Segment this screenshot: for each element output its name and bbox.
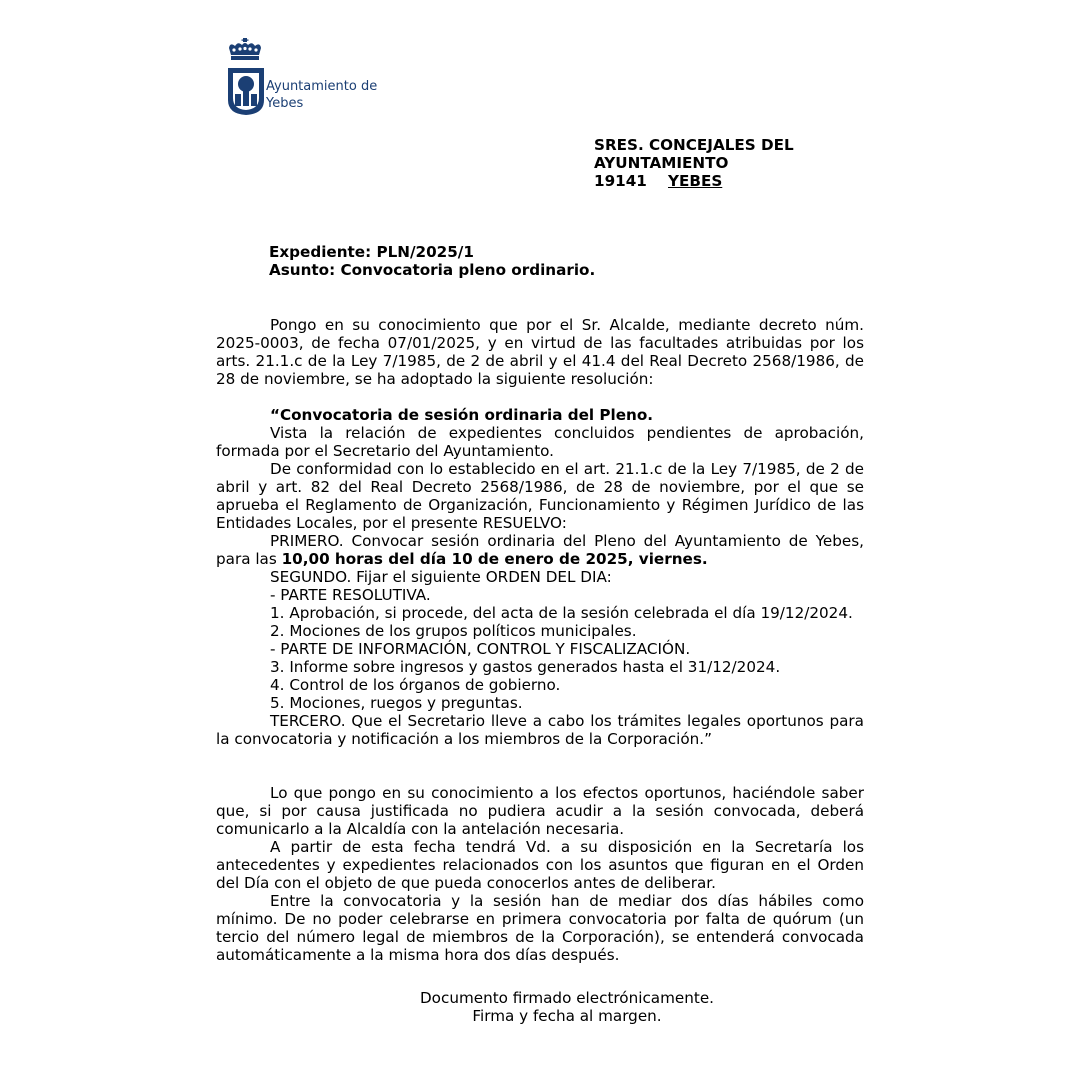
municipal-logo [226, 38, 396, 118]
primero-paragraph [216, 532, 864, 568]
resolution-title: “Convocatoria de sesión ordinaria del Pleno. [270, 406, 654, 424]
asunto-line: Asunto: Convocatoria pleno ordinario. [269, 261, 596, 279]
subject-block [269, 243, 595, 279]
closing-paragraph-2: A partir de esta fecha tendrá Vd. a su disposición en la Secretaría los antecedentes y expedientes relacionados con los asuntos que figuran en el Orden del Día con el objeto de que pueda conocerlos antes de deliberar. [216, 838, 864, 892]
recipient-block [594, 136, 794, 190]
agenda-item: - PARTE DE INFORMACIÓN, CONTROL Y FISCALIZACIÓN. [270, 640, 691, 658]
agenda-item: 5. Mociones, ruegos y preguntas. [270, 694, 523, 712]
segundo-paragraph: SEGUNDO. Fijar el siguiente ORDEN DEL DIA: [270, 568, 612, 586]
logo-line-1: Ayuntamiento de [266, 79, 378, 94]
coat-of-arms-icon [226, 38, 266, 118]
logo-text [266, 78, 377, 112]
agenda-item: 4. Control de los órganos de gobierno. [270, 676, 561, 694]
agenda-item: 1. Aprobación, si procede, del acta de la sesión celebrada el día 19/12/2024. [270, 604, 853, 622]
primero-date: 10,00 horas del día 10 de enero de 2025, viernes. [281, 550, 708, 568]
agenda-item: 2. Mociones de los grupos políticos municipales. [270, 622, 637, 640]
signature-line-2: Firma y fecha al margen. [472, 1007, 662, 1025]
recipient-town: YEBES [668, 172, 723, 190]
expediente-line: Expediente: PLN/2025/1 [269, 243, 474, 261]
recipient-line-2: AYUNTAMIENTO [594, 154, 729, 172]
letter-body [216, 316, 864, 964]
recipient-line-1: SRES. CONCEJALES DEL [594, 136, 794, 154]
intro-paragraph: Pongo en su conocimiento que por el Sr. Alcalde, mediante decreto núm. 2025-0003, de fecha 07/01/2025, y en virtud de las facultades atribuidas por los arts. 21.1.c de la Ley 7/1985, de 2 de abril y el 41.4 del Real Decreto 2568/1986, de 28 de noviembre, se ha adoptado la siguiente resolución: [216, 316, 864, 388]
postal-code: 19141 [594, 172, 647, 190]
recipient-address [594, 172, 794, 190]
tercero-paragraph: TERCERO. Que el Secretario lleve a cabo los trámites legales oportunos para la convocatoria y notificación a los miembros de la Corporación.” [216, 712, 864, 748]
agenda-item: 3. Informe sobre ingresos y gastos generados hasta el 31/12/2024. [270, 658, 781, 676]
vista-paragraph: Vista la relación de expedientes concluidos pendientes de aprobación, formada por el Secretario del Ayuntamiento. [216, 424, 864, 460]
closing-paragraph-3: Entre la convocatoria y la sesión han de mediar dos días hábiles como mínimo. De no poder celebrarse en primera convocatoria por falta de quórum (un tercio del número legal de miembros de la Corporación), se entenderá convocada automáticamente a la misma hora dos días después. [216, 892, 864, 964]
primero-text: PRIMERO. Convocar sesión ordinaria del Pleno del Ayuntamiento de Yebes, para las [216, 532, 864, 568]
agenda-item: - PARTE RESOLUTIVA. [270, 586, 431, 604]
logo-line-2: Yebes [266, 96, 304, 111]
closing-paragraph-1: Lo que pongo en su conocimiento a los efectos oportunos, haciéndole saber que, si por causa justificada no pudiera acudir a la sesión convocada, deberá comunicarlo a la Alcaldía con la antelación necesaria. [216, 784, 864, 838]
signature-block [216, 989, 918, 1025]
signature-line-1: Documento firmado electrónicamente. [419, 989, 714, 1007]
conformidad-paragraph: De conformidad con lo establecido en el art. 21.1.c de la Ley 7/1985, de 2 de abril y art. 82 del Real Decreto 2568/1986, de 28 de noviembre, por el que se aprueba el Reglamento de Organización, Funcionamiento y Régimen Jurídico de las Entidades Locales, por el presente RESUELVO: [216, 460, 864, 532]
